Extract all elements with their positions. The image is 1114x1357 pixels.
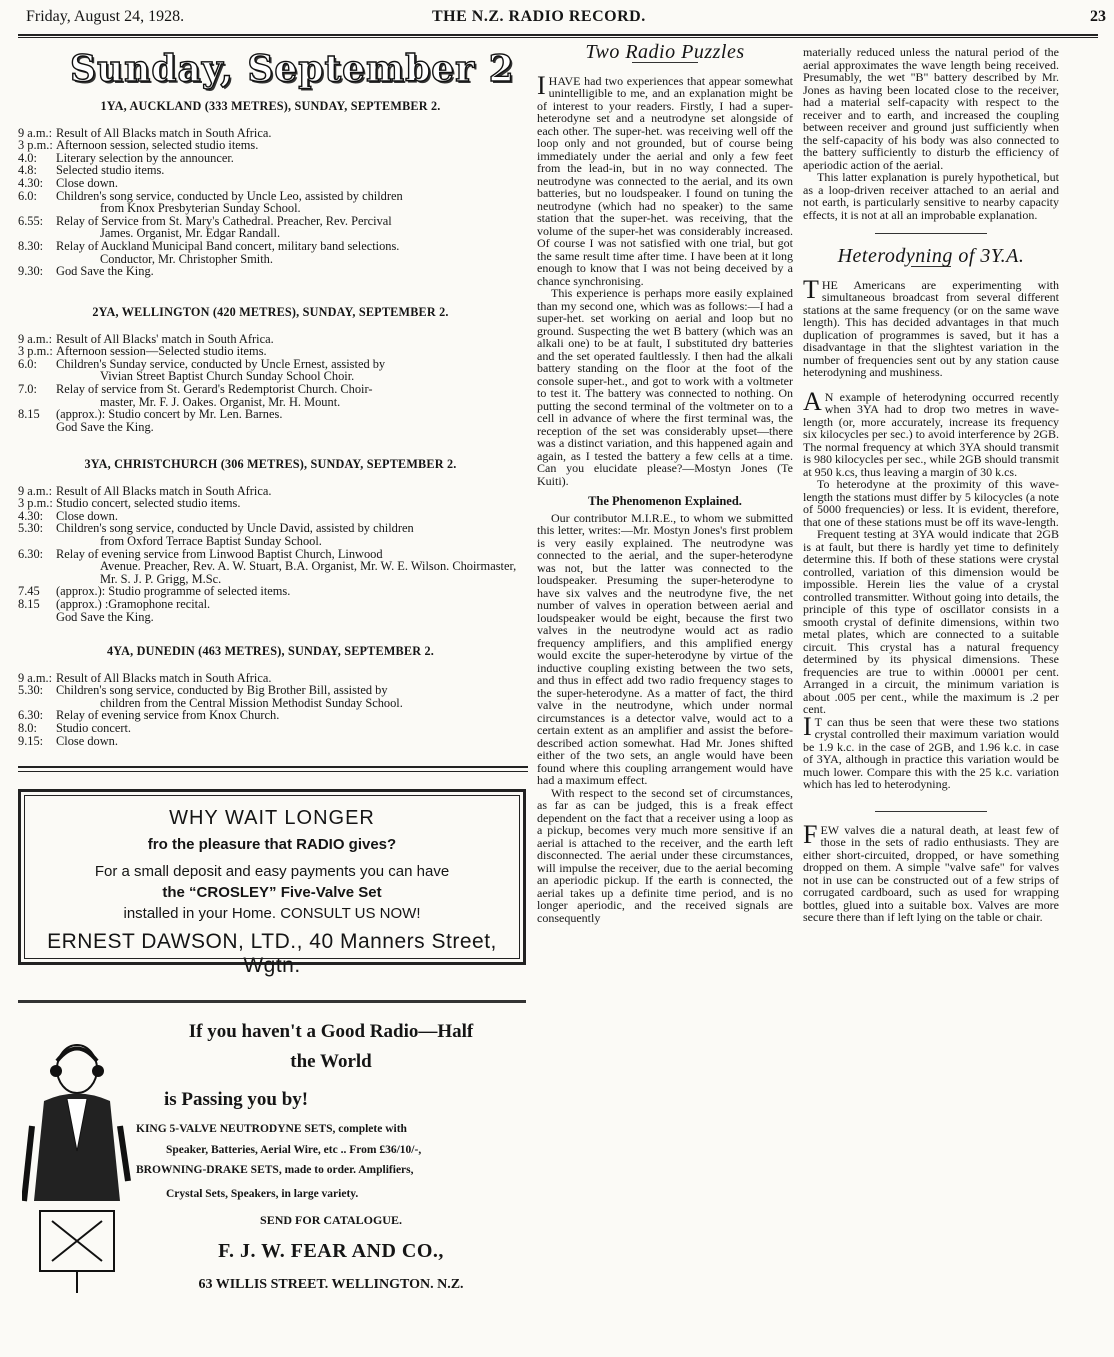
program-item: 4.30: Close down. xyxy=(18,508,118,523)
program-item-cont: from Knox Presbyterian Sunday School. xyxy=(100,201,301,216)
program-item: 5.30: Children's song service, conducted by Uncle David, assisted by children xyxy=(18,521,414,536)
program-item: God Save the King. xyxy=(56,609,154,624)
program-item-cont: master, Mr. F. J. Oakes. Organist, Mr. H. Mount. xyxy=(100,394,341,409)
ad-subhead: fro the pleasure that RADIO gives? xyxy=(147,836,397,853)
page-number: 23 xyxy=(1090,8,1106,25)
program-item-cont: James. Organist, Mr. Edgar Randall. xyxy=(100,226,281,241)
publication-name: THE N.Z. RADIO RECORD. xyxy=(432,8,646,25)
program-item: 4.30: Close down. xyxy=(18,175,118,190)
program-item: 6.30: Relay of evening service from Linwood Baptist Church, Linwood xyxy=(18,546,383,561)
station-4ya xyxy=(18,645,523,747)
program-item: 5.30: Children's song service, conducted by Big Brother Bill, assisted by xyxy=(18,683,388,698)
program-item: 9 a.m.: Result of All Blacks' match in South Africa. xyxy=(18,331,274,346)
program-item: 6.0: Children's song service, conducted by Uncle Leo, assisted by children xyxy=(18,188,403,203)
ad-text: KING 5-VALVE NEUTRODYNE SETS, complete with xyxy=(136,1123,407,1135)
section-rule xyxy=(18,766,528,768)
article-column-right xyxy=(803,46,1059,924)
station-title: 4YA, DUNEDIN (463 METRES), SUNDAY, SEPTEMBER 2. xyxy=(106,644,434,658)
program-item: 8.30: Relay of Auckland Municipal Band concert, military band selections. xyxy=(18,238,400,253)
program-item-cont: children from the Central Mission Methodist Sunday School. xyxy=(100,695,403,710)
program-item: 3 p.m.: Studio concert, selected studio items. xyxy=(18,496,241,511)
header-rule-thin xyxy=(18,37,1098,38)
station-title: 3YA, CHRISTCHURCH (306 METRES), SUNDAY, SEPTEMBER 2. xyxy=(84,457,457,471)
drop-cap: I xyxy=(803,711,812,741)
advertisement-fear xyxy=(18,1000,526,1303)
section-rule-thin xyxy=(18,771,528,772)
ad-company: ERNEST DAWSON, LTD., 40 Manners Street, Wgtn. xyxy=(47,930,497,977)
issue-date: Friday, August 24, 1928. xyxy=(26,8,185,25)
program-item: 6.0: Children's Sunday service, conducted by Uncle Ernest, assisted by xyxy=(18,356,386,371)
program-item: 6.30: Relay of evening service from Knox Church. xyxy=(18,708,280,723)
drop-cap: T xyxy=(803,274,819,304)
drop-cap: F xyxy=(803,819,818,849)
divider xyxy=(875,233,987,234)
program-item: 4.8: Selected studio items. xyxy=(18,163,165,178)
article-paragraph: EW valves die a natural death, at least few of those in the sets of radio enthusiasts. They are either short-circuited, dropped, or have something dropped on them. A simple "valve safe" for valves not in use can be constructed out of a few strips of corrugated cardboard, such as used for wrapping bottles, glued into a suitable box. Valves are more secure there than if left lying on the table or chair. xyxy=(803,822,1059,924)
man-with-headphones-illustration xyxy=(22,1031,132,1296)
ad-headline: WHY WAIT LONGER xyxy=(169,807,375,829)
program-item: 9.15: Close down. xyxy=(18,733,118,748)
program-item-cont: from Oxford Terrace Baptist Sunday School. xyxy=(100,533,322,548)
program-item: 7.0: Relay of service from St. Gerard's Redemptorist Church. Choir- xyxy=(18,381,373,396)
article-title: Heterodyning of 3Y.A. xyxy=(837,245,1025,267)
article-paragraph: This experience is perhaps more easily explained than my second one, which was as follows:—I had a super-het. set working on aerial and loop but no ground. Suspecting the wet B battery (which was an alkali one) to be at fault, I substituted dry batteries and the set operated faultlessly. I then had the alkali battery standing on the floor at the foot of the console super-het., and got to work with a voltmeter to test it. The battery was connected to nothing. On putting the second terminal of the voltmeter on to a cell in advance of where the first terminal was, the reception of the set was considerably upset—there was a distinct variation, and this happened again and again, as I tested the battery a few cells at a time. Can you elucidate please?—Mostyn Jones (Te Kuiti). xyxy=(537,286,793,488)
ad-text: the “CROSLEY” Five-Valve Set xyxy=(162,884,382,901)
ad-text-block xyxy=(136,1021,526,1293)
ad-text: Crystal Sets, Speakers, in large variety. xyxy=(166,1188,359,1200)
article-paragraph: N example of heterodyning occurred recently when 3YA had to drop two metres in wave-length (or, more accurately, increase its frequency six kilocycles per sec.) to avoid interference by 2GB. The normal frequency at which 3YA should transmit is 980 kilocycles per sec., while 2GB should transmit at 950 k.cs, thus leaving a margin of 30 k.cs. xyxy=(803,389,1059,479)
article-title: Two Radio Puzzles xyxy=(585,41,745,63)
program-item: 6.55: Relay of Service from St. Mary's Cathedral. Preacher, Rev. Percival xyxy=(18,213,392,228)
program-item: 9.30: God Save the King. xyxy=(18,264,154,279)
ad-text: For a small deposit and easy payments you can have xyxy=(94,863,450,880)
page-title: Sunday, September 2 xyxy=(70,48,515,90)
article-paragraph: This latter explanation is purely hypothetical, but as a loop-driven receiver attached to an aerial and not earth, is particularly sensitive to nearby capacity effects, it is not at all an improbable explanation. xyxy=(803,170,1059,222)
program-item: God Save the King. xyxy=(56,419,154,434)
program-item: 7.45 (approx.): Studio programme of selected items. xyxy=(18,584,291,599)
ad-headline: the World xyxy=(290,1051,372,1072)
ad-text: BROWNING-DRAKE SETS, made to order. Amplifiers, xyxy=(136,1164,414,1176)
station-1ya xyxy=(18,100,523,278)
program-item: 3 p.m.: Afternoon session—Selected studio items. xyxy=(18,344,267,359)
station-title: 2YA, WELLINGTON (420 METRES), SUNDAY, SEPTEMBER 2. xyxy=(92,305,449,319)
article-paragraph: HAVE had two experiences that appear somewhat unintelligible to me, and an explanation might be of interest to your readers. Firstly, I had a super-heterodyne set and a neutrodyne set alongside of each other. The super-het. was receiving well off the loop only and not grounded, but of course being immediately under the aerial and only a few feet from the lead-in, but in no way connected. The neutrodyne was connected to the aerial, and its own batteries, but no loudspeaker. I found on tuning the neutrodyne (which had no speaker) to the same station that the super-het. was receiving, that the volume of the super-het was considerably increased. Of course I was not satisfied with one trial, but got the same result time after time. I have been at it long enough to know that I was not being deceived by a chance synchronising. xyxy=(537,73,793,288)
page-header xyxy=(26,8,1106,32)
article-paragraph: materially reduced unless the natural period of the aerial approximates the wave length being received. Presumably, the wet "B" battery described by Mr. Jones as having been located close to the receiver, had a material self-capacity with respect to the receiver and to earth, and increased the coupling between receiver and ground just sufficiently when the self-capacity of his body was also connected to the battery sufficiently to disturb the efficiency of aperiodic action of the aerial. xyxy=(803,45,1059,172)
ad-headline: If you haven't a Good Radio—Half xyxy=(188,1021,474,1042)
ad-text: SEND FOR CATALOGUE. xyxy=(260,1213,402,1227)
article-paragraph: With respect to the second set of circumstances, as far as can be judged, this is a freak effect dependent on the fact that a receiver using a loop as a pickup, becomes very much more sensitive if an aerial is attached to the receiver, and the earth left disconnected. The aerial under these circumstances, will impulse the receiver, due to the aerial becoming an aperiodic pickup. If the earth is connected, the aerial takes up a definite time period, and is no longer aperiodic, and the received signals are consequently xyxy=(537,785,793,925)
ad-company: F. J. W. FEAR AND CO., xyxy=(218,1240,444,1262)
advertisement-crosley xyxy=(18,789,526,977)
drop-cap: I xyxy=(537,70,546,100)
article-paragraph: To heterodyne at the proximity of this wave-length the stations must differ by 5 kilocycles (a note of 5000 frequencies) or less. It is evident, therefore, that one of these stations must be off its wave-length. xyxy=(803,477,1059,529)
ad-text: installed in your Home. CONSULT US NOW! xyxy=(123,905,421,922)
program-item-cont: Avenue. Preacher, Rev. A. W. Stuart, B.A. Organist, Mr. W. E. Wilson. Choirmaster, Mr. S. J. P. Grigg, M.Sc. xyxy=(100,559,517,586)
program-item-cont: Vivian Street Baptist Church Sunday School Choir. xyxy=(100,369,355,384)
article-subhead: The Phenomenon Explained. xyxy=(588,494,742,508)
program-item: 8.0: Studio concert. xyxy=(18,720,132,735)
program-item: 9 a.m.: Result of All Blacks match in South Africa. xyxy=(18,483,272,498)
station-title: 1YA, AUCKLAND (333 METRES), SUNDAY, SEPTEMBER 2. xyxy=(100,99,441,113)
ad-text: Speaker, Batteries, Aerial Wire, etc .. From £36/10/-, xyxy=(166,1144,422,1156)
header-rule xyxy=(18,34,1098,36)
divider xyxy=(875,811,987,812)
program-item: 9 a.m.: Result of All Blacks match in South Africa. xyxy=(18,125,272,140)
program-item: 8.15 (approx.): Studio concert by Mr. Len. Barnes. xyxy=(18,407,283,422)
article-two-radio-puzzles xyxy=(537,41,793,925)
article-paragraph: Our contributor M.I.R.E., to whom we submitted this letter, writes:—Mr. Mostyn Jones's first problem is very easily explained. The neutrodyne was connected to the aerial, and the super-heterodyne was not, but the latter was connected to the loudspeaker. Presuming the super-heterodyne to have six valves and the neutrodyne five, the net number of valves in operation between aerial and loudspeaker would be eight, because the first two valves in the neutrodyne would act as radio frequency amplifiers, and this amplified energy would excite the super-heterodyne by virtue of the inductive coupling existing between the two sets, and thus in effect add two radio frequency stages to the super-heterodyne. As a matter of fact, the third valve in the neutrodyne, which under normal circumstances is a detector valve, would act to a certain extent as an amplifier and assist the before-described action somewhat. Had Mr. Jones shifted either of the two sets, an angle would have been found where this coupling arrangement would have had a maximum effect. xyxy=(537,510,793,787)
program-item: 9 a.m.: Result of All Blacks match in South Africa. xyxy=(18,670,272,685)
station-3ya xyxy=(18,458,523,623)
article-paragraph: T can thus be seen that were these two stations crystal controlled their maximum variation would be 1.9 k.c. in the case of 2GB, and 1.96 k.c. in case of 3YA, although in practice this variation would be much lower. Compare this with the 25 k.c. variation which has led to heterodyning. xyxy=(803,714,1059,791)
program-item-cont: Conductor, Mr. Christopher Smith. xyxy=(100,251,273,266)
article-paragraph: Frequent testing at 3YA would indicate that 2GB is at fault, but there is hardly yet time to definitely determine this. If both of these stations were crystal controlled, variation of this dimension would be impossible. Herein lies the value of a crystal controlled transmitter. Without going into details, the principle of this type of oscillator consists in a smooth crystal of definite dimensions, within two metal plates, which are connected to a suitable circuit. This crystal has a natural frequency determined by its physical dimensions. These frequencies are true to within .00001 per cent. Arranged in a circuit, the minimum variation is about .005 per cent., while the maximum is .2 per cent. xyxy=(803,527,1059,716)
program-item: 8.15 (approx.) :Gramophone recital. xyxy=(18,596,211,611)
ad-headline: is Passing you by! xyxy=(164,1089,309,1110)
station-2ya xyxy=(18,306,523,433)
ad-address: 63 WILLIS STREET. WELLINGTON. N.Z. xyxy=(198,1277,464,1292)
program-item: 3 p.m.: Afternoon session, selected studio items. xyxy=(18,138,259,153)
article-paragraph: HE Americans are experimenting with simultaneous broadcast from several different stations at the same frequency (or on the same wave length). This has decided advantages in that much duplication of programmes is saved, but it has a disadvantage in that the slightest variation in the number of frequencies sent out by any station cause heterodyning and mushiness. xyxy=(803,277,1059,379)
drop-cap: A xyxy=(803,386,822,416)
program-item: 4.0: Literary selection by the announcer. xyxy=(18,150,234,165)
